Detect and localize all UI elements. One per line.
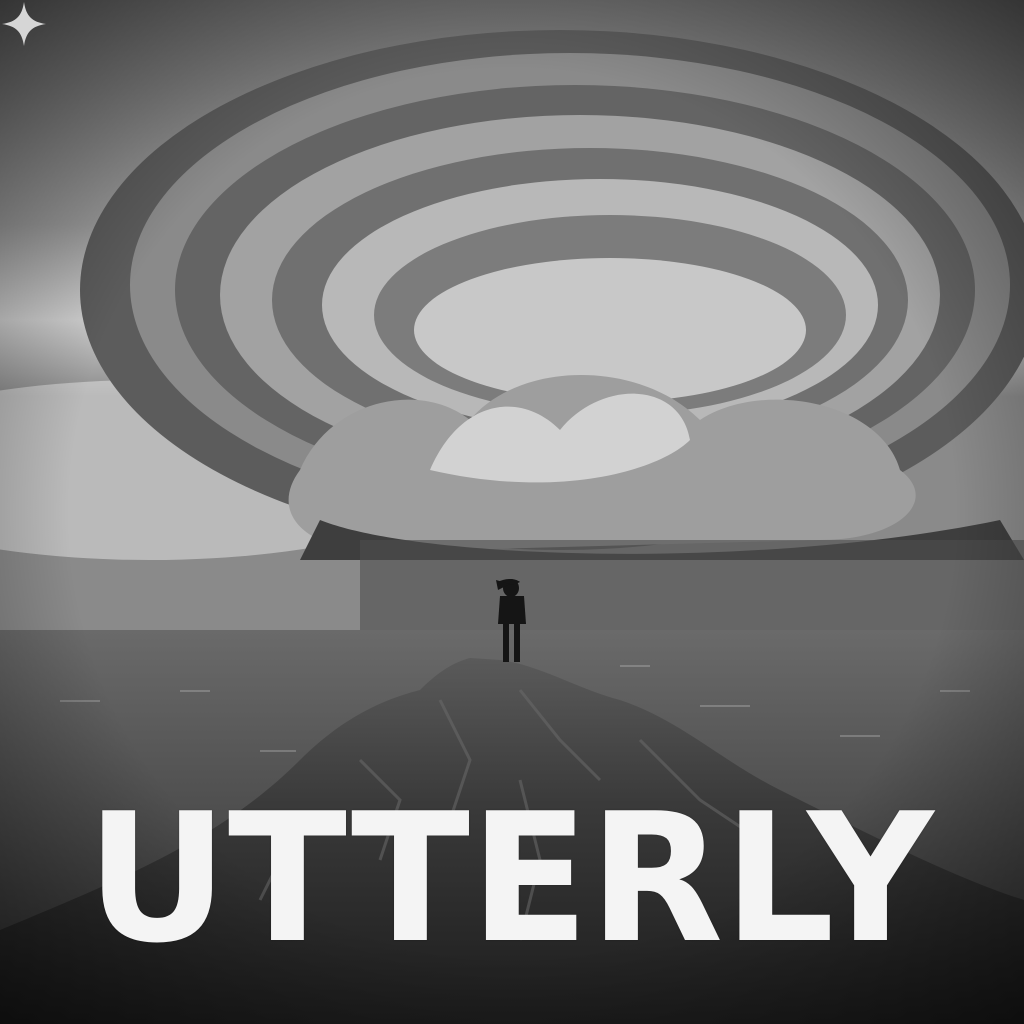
poster-title: UTTERLY	[86, 775, 934, 982]
sparkle-icon	[0, 0, 48, 48]
